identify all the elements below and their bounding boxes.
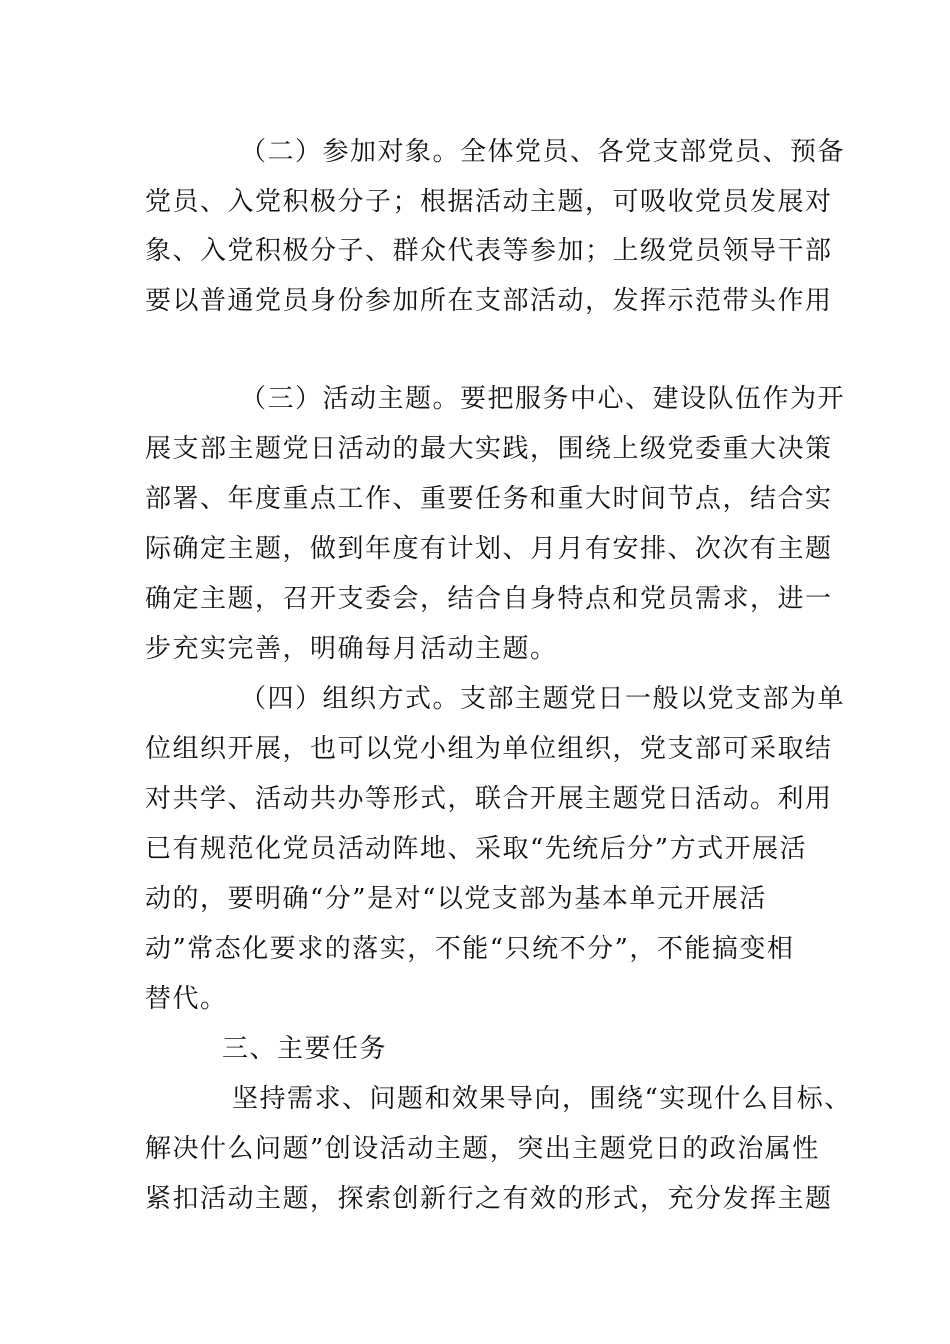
paragraph-line: 要以普通党员身份参加所在支部活动，发挥示范带头作用 [145, 286, 833, 316]
paragraph-line: 际确定主题，做到年度有计划、月月有安排、次次有主题 [145, 534, 833, 564]
paragraph-line: 动”常态化要求的落实，不能“只统不分”，不能搞变相 [145, 934, 795, 964]
paragraph-line: 象、入党积极分子、群众代表等参加；上级党员领导干部 [145, 236, 833, 266]
paragraph-line: 党员、入党积极分子；根据活动主题，可吸收党员发展对 [145, 187, 833, 217]
paragraph-line: 解决什么问题”创设活动主题，突出主题党日的政治属性 [145, 1134, 820, 1164]
paragraph-line: （三）活动主题。要把服务中心、建设队伍作为开 [240, 384, 846, 414]
paragraph-line: 紧扣活动主题，探索创新行之有效的形式，充分发挥主题 [145, 1184, 833, 1214]
paragraph-line: 动的，要明确“分”是对“以党支部为基本单元开展活 [145, 884, 767, 914]
paragraph-line: 部署、年度重点工作、重要任务和重大时间节点，结合实 [145, 484, 833, 514]
paragraph-line: （四）组织方式。支部主题党日一般以党支部为单 [240, 684, 846, 714]
paragraph-line: 展支部主题党日活动的最大实践，围绕上级党委重大决策 [145, 434, 833, 464]
section-heading: 三、主要任务 [222, 1034, 388, 1064]
paragraph-line: （二）参加对象。全体党员、各党支部党员、预备 [240, 137, 846, 167]
paragraph-line: 已有规范化党员活动阵地、采取“先统后分”方式开展活 [145, 834, 808, 864]
paragraph-line: 对共学、活动共办等形式，联合开展主题党日活动。利用 [145, 784, 833, 814]
paragraph-line: 确定主题，召开支委会，结合自身特点和党员需求，进一 [145, 584, 833, 614]
paragraph-line: 坚持需求、问题和效果导向，围绕“实现什么目标、 [232, 1084, 852, 1114]
paragraph-line: 位组织开展，也可以党小组为单位组织，党支部可采取结 [145, 734, 833, 764]
paragraph-line: 步充实完善，明确每月活动主题。 [145, 634, 558, 664]
paragraph-line: 替代。 [145, 984, 228, 1014]
